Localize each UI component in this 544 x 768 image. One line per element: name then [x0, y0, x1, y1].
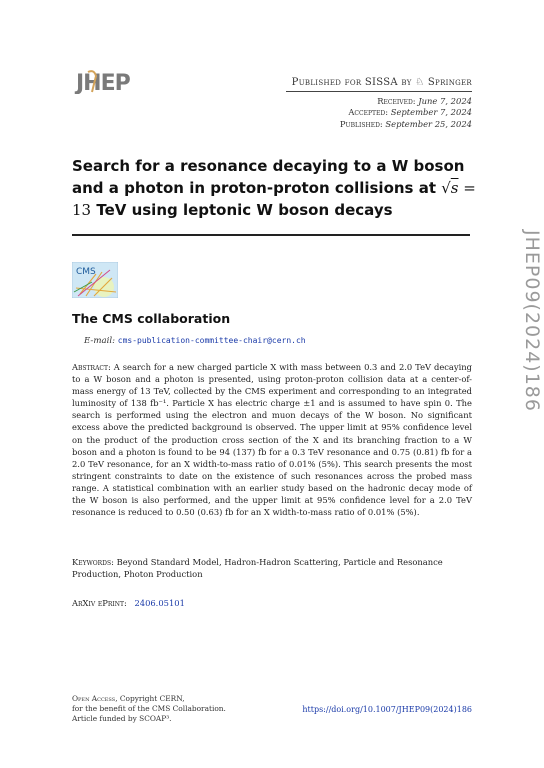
email-link[interactable]: cms-publication-committee-chair@cern.ch: [117, 336, 306, 345]
footer-license: Open Access, Copyright CERN, for the benefit of the CMS Collaboration. Article funded by SCOAP³.: [72, 694, 226, 724]
accepted-row: Accepted: September 7, 2024: [348, 107, 472, 118]
title-math: √s = 13: [72, 179, 476, 219]
open-access-label: Open Access: [72, 694, 116, 703]
arxiv-eprint: [72, 598, 185, 608]
jhep-logo: [74, 70, 152, 94]
keywords-text: Beyond Standard Model, Hadron-Hadron Scattering, Particle and Resonance Production, Photon Production: [72, 557, 443, 580]
published-row: Published: September 25, 2024: [339, 118, 472, 129]
keywords: [72, 556, 472, 580]
publisher-line: [292, 77, 472, 88]
abstract-label: Abstract:: [72, 362, 111, 372]
publisher-text: Published for SISSA by: [291, 77, 412, 88]
accepted-date: September 7, 2024: [390, 107, 472, 118]
cms-collaboration-logo: [72, 262, 118, 298]
title-divider: [72, 234, 470, 236]
publication-dates: [340, 96, 472, 130]
published-date: September 25, 2024: [385, 118, 472, 129]
publisher-divider: [286, 91, 472, 92]
paper-title: Search for a resonance decaying to a W boson and a photon in proton-proton collisions at √s = 13 TeV using leptonic W boson decays: [72, 157, 476, 219]
author-collaboration: The CMS collaboration: [72, 311, 231, 326]
arxiv-link[interactable]: 2406.05101: [134, 598, 185, 608]
springer-horse-icon: ♘: [415, 77, 425, 88]
arxiv-label: ArXiv ePrint:: [72, 598, 127, 608]
publisher-name: Springer: [427, 77, 472, 88]
email-label: E-mail:: [84, 336, 116, 346]
keywords-label: Keywords:: [72, 557, 114, 567]
doi-link[interactable]: https://doi.org/10.1007/JHEP09(2024)186: [302, 705, 472, 714]
received-row: Received: June 7, 2024: [377, 96, 472, 106]
abstract-text: A search for a new charged particle X with mass between 0.3 and 2.0 TeV decaying to a W boson and a photon is presented, using proton-proton collision data at a center-of-mass energy of 13 TeV, collected by the CMS experiment and corresponding to an integrated luminosity of 138 fb⁻¹. Particle X has electric charge ±1 and is assumed to have spin 0. The search is performed using the electron and muon decays of the W boson. No significant excess above the predicted background is observed. The upper limit at 95% confidence level on the product of the production cross section of the X and its branching fraction to a W boson and a photon is found to be 94 (137) fb for a 0.3 TeV resonance and 0.75 (0.81) fb for a 2.0 TeV resonance, for an X width-to-mass ratio of 0.01% (5%). This search presents the most stringent constraints to date on the existence of such resonances across the probed mass range. A statistical combination with an earlier study based on the hadronic decay mode of the W boson is also performed, and the upper limit at 95% confidence level for a 2.0 TeV resonance is reduced to 0.50 (0.63) fb for an X width-to-mass ratio of 0.01% (5%).: [72, 362, 472, 518]
received-date: June 7, 2024: [418, 96, 472, 106]
cms-logo-text: CMS: [76, 267, 96, 277]
contact-email: [84, 336, 306, 346]
jhep-logo-text: JHEP: [76, 71, 130, 94]
abstract: [72, 361, 472, 518]
journal-citation-id: JHEP09(2024)186: [521, 230, 543, 412]
